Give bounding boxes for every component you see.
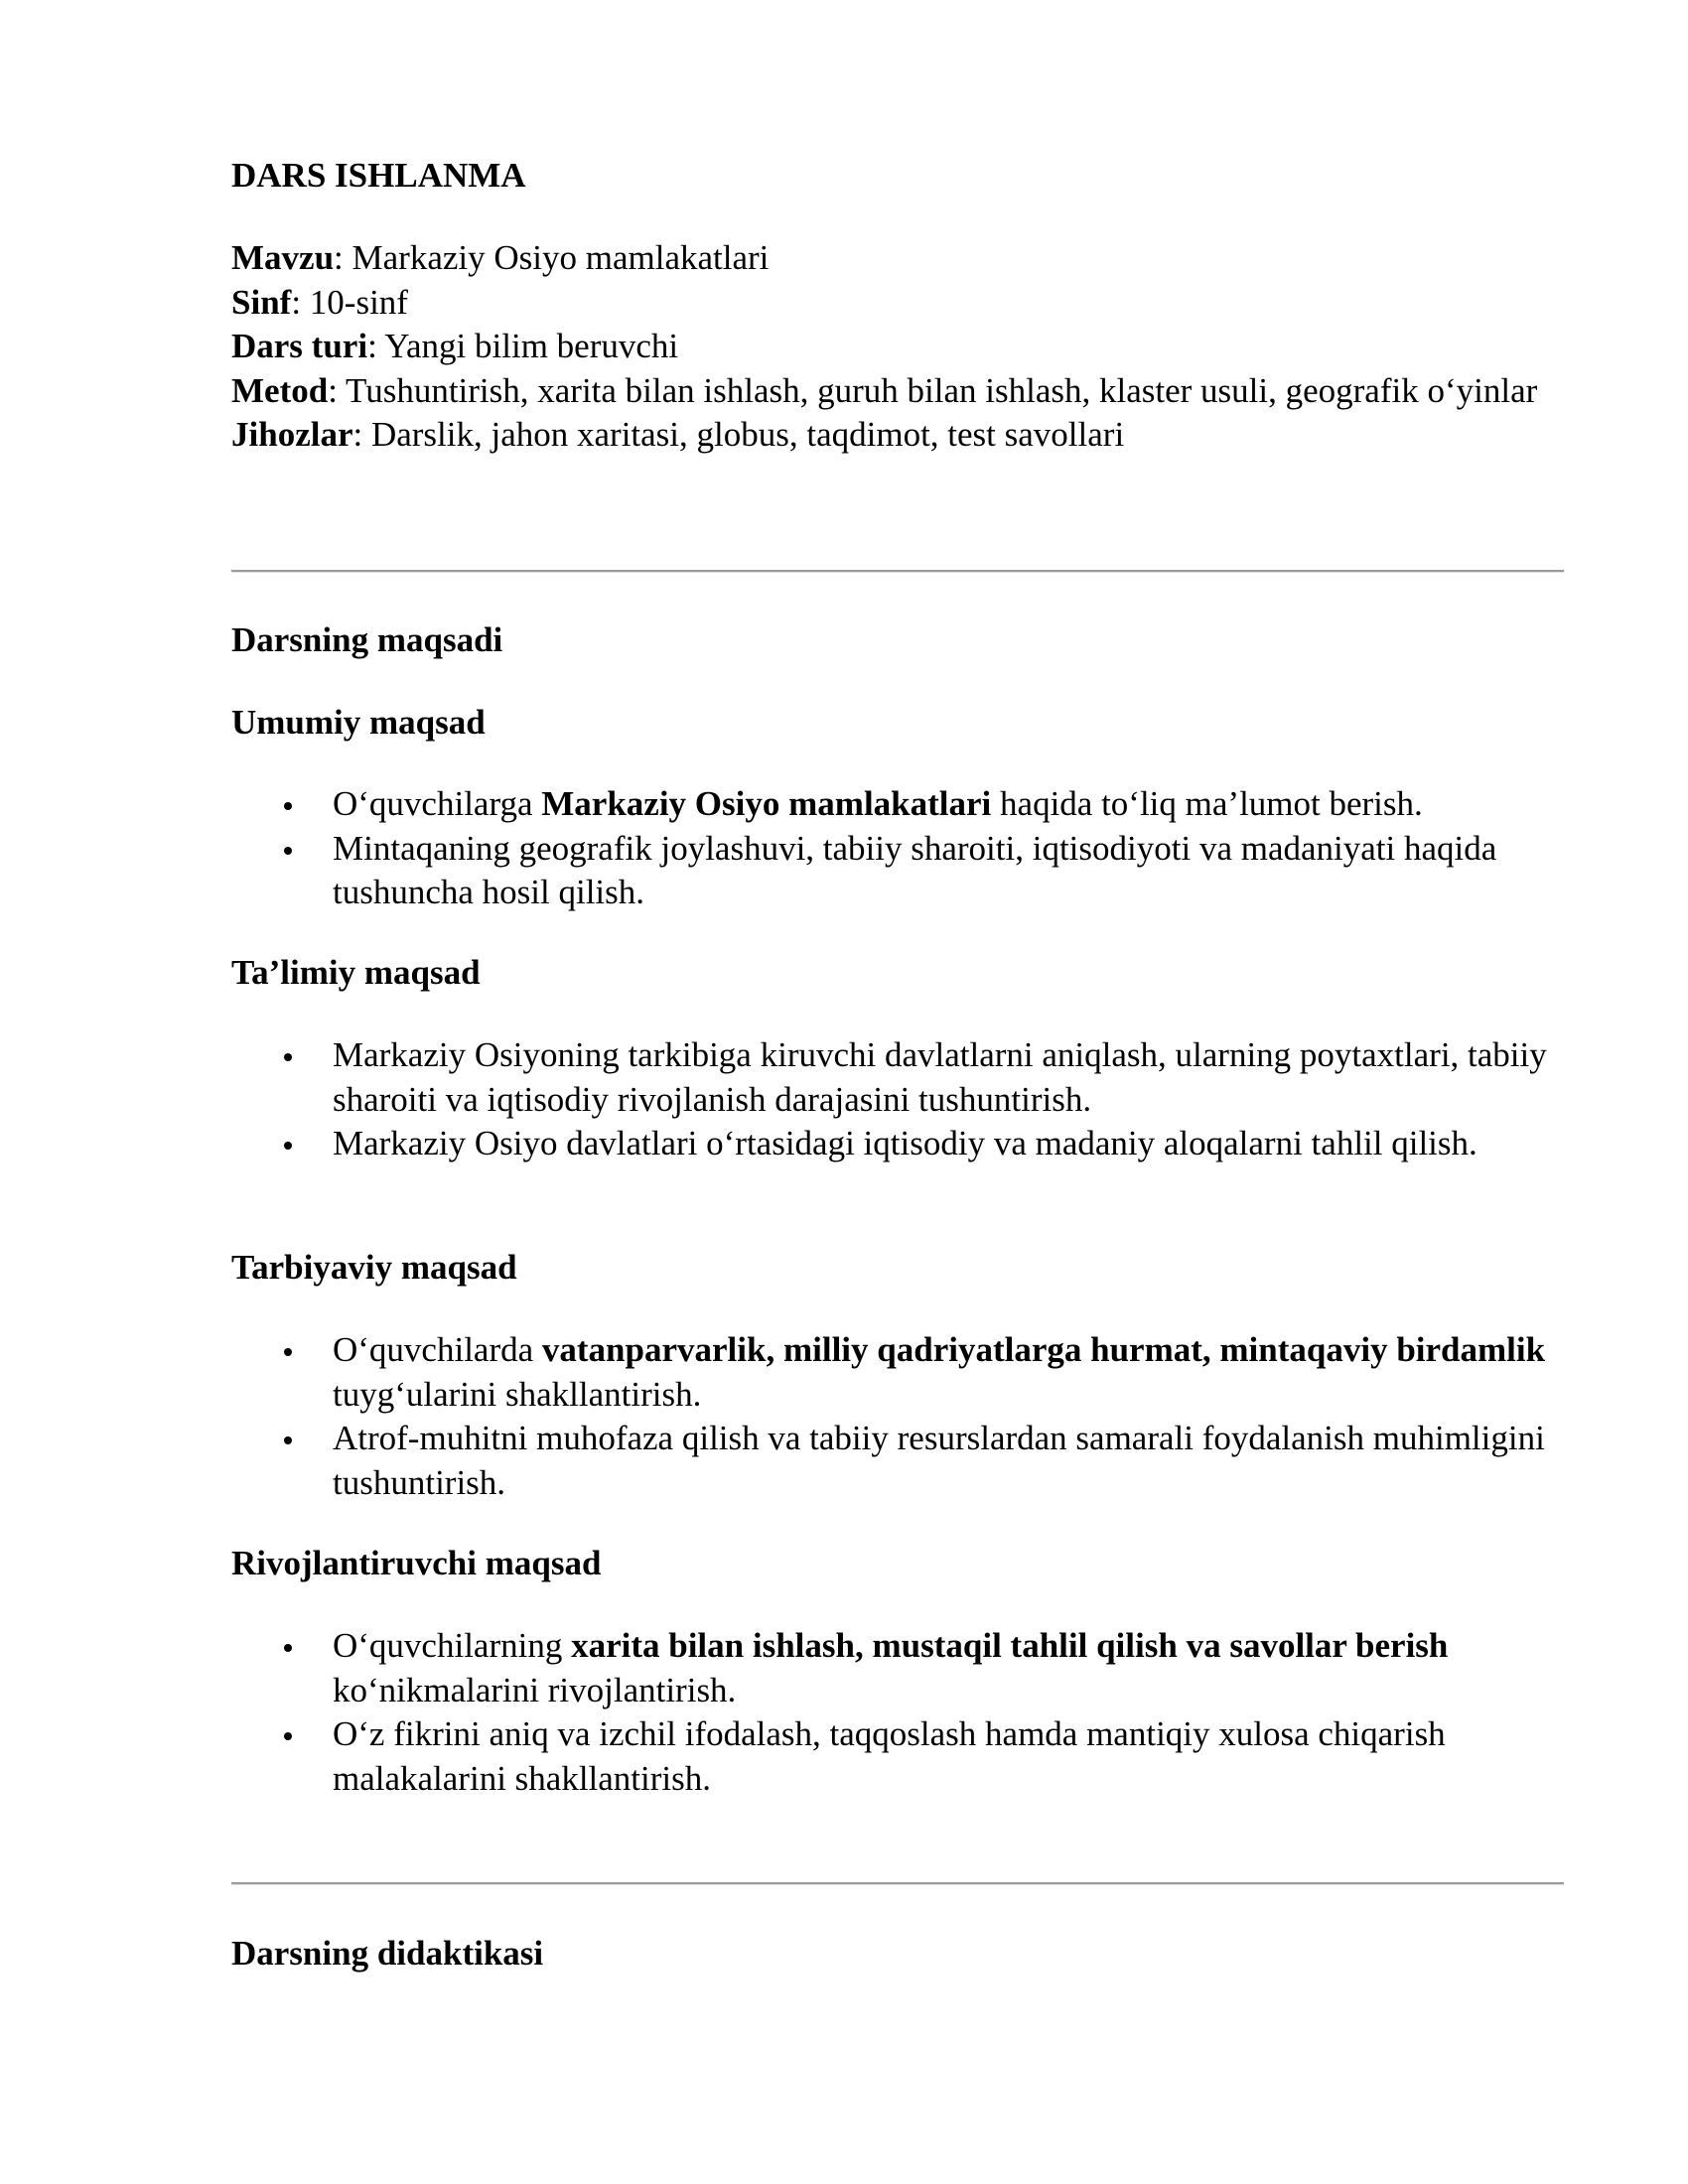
list-item: Markaziy Osiyoning tarkibiga kiruvchi davlatlarni aniqlash, ularning poytaxtlari, tabiiy sharoiti va iqtisodiy rivojlanish darajasini tushuntirish. bbox=[231, 1033, 1564, 1122]
list-item: O‘z fikrini aniq va izchil ifodalash, taqqoslash hamda mantiqiy xulosa chiqarish malakalarini shakllantirish. bbox=[231, 1712, 1564, 1801]
horizontal-divider bbox=[231, 1882, 1564, 1885]
list-item: O‘quvchilarning xarita bilan ishlash, mustaqil tahlil qilish va savollar berish ko‘nikmalarini rivojlantirish. bbox=[231, 1624, 1564, 1712]
meta-sinf: Sinf: 10-sinf bbox=[231, 282, 408, 322]
list-item: Markaziy Osiyo davlatlari o‘rtasidagi iqtisodiy va madaniy aloqalarni tahlil qilish. bbox=[231, 1122, 1564, 1166]
list-rivojlantiruvchi bbox=[231, 1624, 1564, 1801]
list-tarbiyaviy bbox=[231, 1328, 1564, 1505]
section-heading-didaktika: Darsning didaktikasi bbox=[231, 1934, 544, 1973]
subheading-umumiy: Umumiy maqsad bbox=[231, 703, 486, 742]
list-item: Atrof-muhitni muhofaza qilish va tabiiy resurslardan samarali foydalanish muhimligini tushuntirish. bbox=[231, 1417, 1564, 1505]
meta-metod: Metod: Tushuntirish, xarita bilan ishlash, guruh bilan ishlash, klaster usuli, geografik o‘yinlar bbox=[231, 370, 1538, 410]
list-item: O‘quvchilarda vatanparvarlik, milliy qadriyatlarga hurmat, mintaqaviy birdamlik tuyg‘ularini shakllantirish. bbox=[231, 1328, 1564, 1417]
meta-mavzu: Mavzu: Markaziy Osiyo mamlakatlari bbox=[231, 238, 770, 277]
meta-jihozlar: Jihozlar: Darslik, jahon xaritasi, globus, taqdimot, test savollari bbox=[231, 415, 1125, 454]
list-item: Mintaqaning geografik joylashuvi, tabiiy sharoiti, iqtisodiyoti va madaniyati haqida tushuncha hosil qilish. bbox=[231, 827, 1564, 915]
list-item: O‘quvchilarga Markaziy Osiyo mamlakatlari haqida to‘liq ma’lumot berish. bbox=[231, 782, 1564, 827]
section-heading-maqsad: Darsning maqsadi bbox=[231, 620, 503, 659]
horizontal-divider bbox=[231, 570, 1564, 573]
subheading-talimiy: Ta’limiy maqsad bbox=[231, 953, 481, 992]
list-talimiy bbox=[231, 1033, 1564, 1166]
list-umumiy bbox=[231, 782, 1564, 915]
lesson-meta bbox=[231, 236, 1564, 458]
subheading-tarbiyaviy: Tarbiyaviy maqsad bbox=[231, 1248, 517, 1287]
meta-dars-turi: Dars turi: Yangi bilim beruvchi bbox=[231, 327, 679, 365]
subheading-rivojlantiruvchi: Rivojlantiruvchi maqsad bbox=[231, 1544, 602, 1582]
document-title: DARS ISHLANMA bbox=[231, 156, 526, 195]
